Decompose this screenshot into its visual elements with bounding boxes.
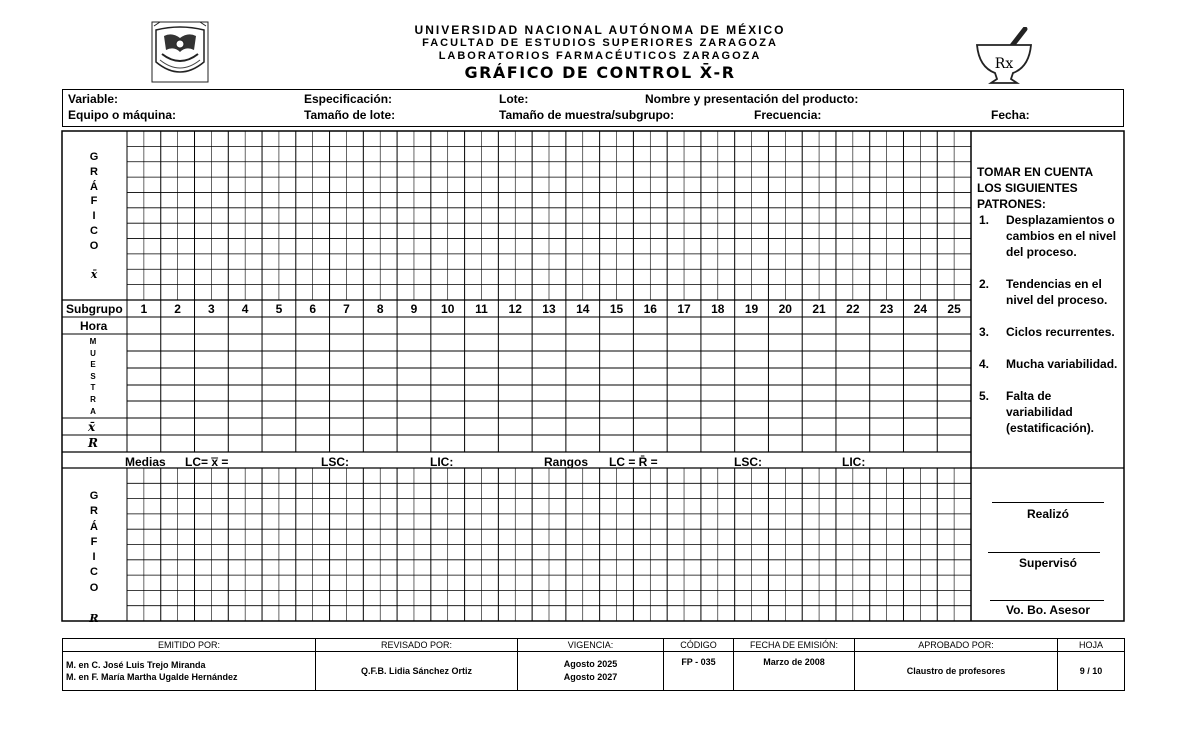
subgroup-number: 8 bbox=[376, 302, 384, 316]
subgroup-number: 20 bbox=[778, 302, 792, 316]
vigencia-header: VIGENCIA: bbox=[518, 639, 664, 652]
subgroup-number: 13 bbox=[542, 302, 556, 316]
tamano-muestra-label: Tamaño de muestra/subgrupo: bbox=[499, 108, 675, 122]
subgroup-number: 9 bbox=[410, 302, 418, 316]
pattern-item: 4. Mucha variabilidad. bbox=[979, 357, 1118, 371]
xbar-chart-label: G R Á F I C O x̄ bbox=[89, 151, 99, 282]
subgroup-number: 24 bbox=[913, 302, 928, 316]
pattern-item: 1. Desplazamientos o cambios en el nivel del proceso. bbox=[979, 213, 1117, 259]
lic-xbar-label: LIC: bbox=[430, 455, 454, 469]
hoja-value: 9 / 10 bbox=[1058, 652, 1125, 691]
vigencia-value: Agosto 2025 Agosto 2027 bbox=[518, 652, 664, 691]
pattern-item: 2. Tendencias en el nivel del proceso. bbox=[979, 277, 1108, 307]
revisado-value: Q.F.B. Lidia Sánchez Ortiz bbox=[316, 652, 518, 691]
vobo-line bbox=[990, 600, 1104, 601]
lc-xbar-label: LC= x̿ = bbox=[185, 455, 229, 469]
r-chart-label: G R Á F I C O R bbox=[89, 490, 99, 626]
subgroup-number: 22 bbox=[846, 302, 860, 316]
university-name: UNIVERSIDAD NACIONAL AUTÓNOMA DE MÉXICO bbox=[414, 23, 786, 37]
patterns-heading: TOMAR EN CUENTA LOS SIGUIENTES PATRONES: bbox=[977, 165, 1093, 211]
pattern-item: 5. Falta de variabilidad (estatificación). bbox=[979, 389, 1095, 435]
superviso-label: Supervisó bbox=[1018, 556, 1078, 570]
subgroup-number: 1 bbox=[140, 302, 148, 316]
hoja-header: HOJA bbox=[1058, 639, 1125, 652]
equipo-label: Equipo o máquina: bbox=[68, 108, 176, 122]
aprobado-value: Claustro de profesores bbox=[855, 652, 1058, 691]
emitido-header: EMITIDO POR: bbox=[63, 639, 316, 652]
variable-label: Variable: bbox=[68, 92, 119, 106]
especificacion-label: Especificación: bbox=[304, 92, 393, 106]
subgroup-number: 16 bbox=[643, 302, 657, 316]
faculty-name: FACULTAD DE ESTUDIOS SUPERIORES ZARAGOZA bbox=[422, 37, 778, 49]
codigo-header: CÓDIGO bbox=[664, 639, 734, 652]
subgroup-number: 19 bbox=[744, 302, 759, 316]
subgroup-number: 3 bbox=[208, 302, 215, 316]
realizo-line bbox=[992, 502, 1104, 503]
aprobado-header: APROBADO POR: bbox=[855, 639, 1058, 652]
emitido-value: M. en C. José Luis Trejo Miranda M. en F. María Martha Ugalde Hernández bbox=[63, 652, 316, 691]
tamano-lote-label: Tamaño de lote: bbox=[304, 108, 396, 122]
lc-r-label: LC = R̄ = bbox=[609, 455, 658, 469]
page-title: GRÁFICO DE CONTROL X̄-R bbox=[464, 63, 736, 82]
rx-logo-text: Rx bbox=[994, 56, 1014, 72]
frecuencia-label: Frecuencia: bbox=[754, 108, 822, 122]
lic-r-label: LIC: bbox=[842, 455, 866, 469]
subgroup-number: 21 bbox=[812, 302, 826, 316]
fecha-label: Fecha: bbox=[991, 108, 1030, 122]
product-name-label: Nombre y presentación del producto: bbox=[645, 92, 859, 106]
pattern-item: 3. Ciclos recurrentes. bbox=[979, 325, 1115, 339]
subgroup-number: 2 bbox=[174, 302, 181, 316]
subgroup-number: 6 bbox=[309, 302, 317, 316]
revisado-header: REVISADO POR: bbox=[316, 639, 518, 652]
subgroup-number: 18 bbox=[711, 302, 725, 316]
subgroup-number: 15 bbox=[609, 302, 624, 316]
muestra-label: M U E S T R A bbox=[89, 337, 97, 416]
vobo-label: Vo. Bo. Asesor bbox=[1005, 603, 1091, 617]
subgroup-number: 5 bbox=[275, 302, 283, 316]
subgroup-number: 4 bbox=[241, 302, 249, 316]
lsc-xbar-label: LSC: bbox=[321, 455, 349, 469]
lote-label: Lote: bbox=[499, 92, 529, 106]
subgroup-number: 10 bbox=[441, 302, 455, 316]
xbar-row-label: x̄ bbox=[88, 420, 96, 434]
lab-name: LABORATORIOS FARMACÉUTICOS ZARAGOZA bbox=[438, 50, 762, 62]
rangos-label: Rangos bbox=[544, 455, 589, 469]
fecha-emision-value: Marzo de 2008 bbox=[734, 652, 855, 691]
fecha-emision-header: FECHA DE EMISIÓN: bbox=[734, 639, 855, 652]
subgroup-number: 25 bbox=[947, 302, 961, 316]
realizo-label: Realizó bbox=[1026, 507, 1069, 521]
subgroup-number: 12 bbox=[508, 302, 522, 316]
r-row-label: R bbox=[88, 436, 98, 450]
subgroup-number: 14 bbox=[576, 302, 590, 316]
document-control-table bbox=[62, 638, 1125, 691]
patterns-list bbox=[979, 212, 1121, 435]
subgroup-number: 7 bbox=[343, 302, 350, 316]
main-frame bbox=[62, 131, 1124, 621]
subgroup-number: 17 bbox=[677, 302, 691, 316]
subgroup-number: 23 bbox=[879, 302, 894, 316]
subgroup-number: 11 bbox=[475, 302, 488, 316]
superviso-line bbox=[988, 552, 1100, 553]
subgrupo-label: Subgrupo bbox=[66, 302, 123, 316]
medias-label: Medias bbox=[125, 455, 166, 469]
lsc-r-label: LSC: bbox=[734, 455, 762, 469]
codigo-value: FP - 035 bbox=[664, 652, 734, 691]
hora-label: Hora bbox=[80, 319, 108, 333]
